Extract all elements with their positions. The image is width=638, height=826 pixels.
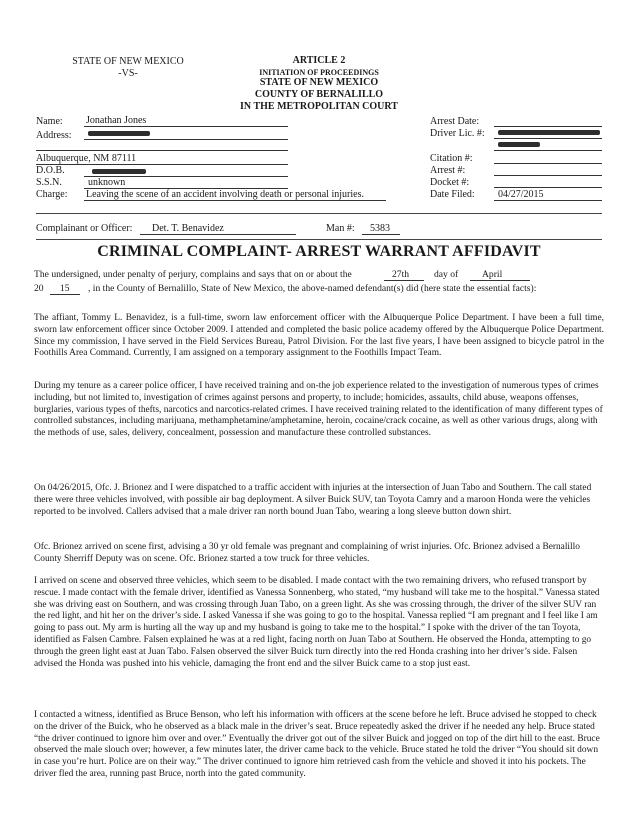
charge-value: Leaving the scene of an accident involving death or personal injuries. [86, 189, 364, 200]
citation-underline [494, 163, 602, 164]
ssn-value: unknown [88, 177, 126, 188]
complainant-label: Complainant or Officer: [36, 223, 133, 234]
driver-lic-underline-2 [494, 150, 602, 151]
docket-label: Docket #: [430, 177, 470, 188]
court-label: IN THE METROPOLITAN COURT [240, 101, 398, 112]
complainant-value: Det. T. Benavidez [152, 223, 224, 234]
oath-text-2: , in the County of Bernalillo, State of New Mexico, the above-named defendant(s) did (here state the essential facts): [88, 283, 537, 294]
arrest-number-underline [494, 175, 602, 176]
oath-year: 15 [60, 283, 70, 294]
city-value: Albuquerque, NM 87111 [36, 153, 137, 164]
section-divider [36, 213, 602, 214]
paragraph-witness: I contacted a witness, identified as Bruce Benson, who left his information with officers at the scene before he left. Bruce advised he stopped to check on the driver of the Buick, who he observed as a black male in the driver’s seat. Bruce repeatedly asked the driver if he needed any help. Bruce stated “the driver continued to ignore him over and over.” Eventually the driver got out of the silver Buick and jogged on top of the dirt hill to the east. Bruce observed the male slouch over; however, a few minutes later, the driver came back to the vehicle. Bruce stated he told the driver “You should sit down in case you’re hurt. Police are on their way.” The driver continued to ignore him retrieved cash from the vehicle and shoved it into his pockets. The driver fled the area, running past Bruce, north into the gated community. [34, 710, 600, 779]
date-filed-label: Date Filed: [430, 189, 475, 200]
initiation-label: INITIATION OF PROCEEDINGS [259, 68, 379, 77]
dob-label: D.O.B. [36, 165, 65, 176]
ssn-label: S.S.N. [36, 177, 62, 188]
county-label: COUNTY OF BERNALILLO [254, 89, 384, 100]
name-label: Name: [36, 116, 63, 127]
state-center: STATE OF NEW MEXICO [259, 77, 379, 88]
oath-day-underline [384, 280, 424, 281]
driver-lic-redaction-2 [498, 142, 540, 147]
man-number-underline [362, 234, 400, 235]
name-value: Jonathan Jones [86, 115, 147, 126]
arrest-date-label: Arrest Date: [430, 116, 480, 127]
versus-label: -VS- [118, 68, 138, 79]
oath-year-underline [50, 294, 80, 295]
oath-year-prefix: 20 [34, 283, 44, 294]
oath-month: April [482, 269, 503, 280]
complainant-divider [36, 239, 602, 240]
paragraph-scene: I arrived on scene and observed three vehicles, which seem to be disabled. I made contact with the two remaining drivers, who refused transport by rescue. I made contact with the female driver, identified as Vanessa Sonnenberg, who stated, “my husband will take me to the hospital.” Vanessa stated she was driving east on Southern, and was crossing through Juan Tabo, on a green light. As she was crossing through, the driver of the silver SUV ran the red light, and hit her on the driver’s side. I asked Vanessa if she was going to go to the hospital. Vanessa replied “I am pregnant and I feel like I am going to pass out. My arm is hurting all the way up and my husband is going to take me to the hospital.” I spoke with the driver of the tan Toyota, identified as Falsen Cambre. Falsen explained he was at a red light, facing north on Juan Tabo at Southern. He observed the Honda, attempting to go through the green light east at Juan Tabo. Falsen observed the silver Buick turn directly into the red Honda crashing into her driver’s side. Falsen advised the Honda was pushed into his vehicle, damaging the front end and the silver Buick came to a stop just east. [34, 576, 600, 669]
driver-lic-label: Driver Lic. #: [430, 128, 485, 139]
charge-label: Charge: [36, 189, 68, 200]
complainant-underline [140, 234, 296, 235]
address-line-2-underline [36, 150, 288, 151]
address-redaction [88, 131, 150, 136]
document-title: CRIMINAL COMPLAINT- ARREST WARRANT AFFIDAVIT [97, 243, 541, 260]
date-filed-value: 04/27/2015 [498, 189, 544, 200]
state-left: STATE OF NEW MEXICO [72, 56, 184, 67]
citation-label: Citation #: [430, 153, 473, 164]
arrest-number-label: Arrest #: [430, 165, 466, 176]
driver-lic-redaction [498, 130, 600, 135]
dob-redaction [92, 169, 146, 174]
charge-underline [84, 200, 386, 201]
paragraph-tenure: During my tenure as a career police officer, I have received training and on-the job experience related to the investigation of numerous types of crimes including, but not limited to, investigation of crimes against persons and property, to include; homicides, assaults, child abuse, weapons offenses, burglaries, various types of thefts, narcotics and narcotics-related crimes. I have received training related to the identification of many different types of controlled substances, including marijuana, methamphetamine/amphetamine, heroin, cocaine/crack cocaine, as well as other various drugs, along with the methods of use, sales, delivery, concealment, possession and manufacture these controlled substances. [34, 381, 603, 439]
man-number-value: 5383 [370, 223, 390, 234]
oath-month-underline [470, 280, 530, 281]
docket-underline [494, 187, 602, 188]
paragraph-arrival: Ofc. Brionez arrived on scene first, advising a 30 yr old female was pregnant and complaining of wrist injuries. Ofc. Brionez advised a Bernalillo County Sherriff Deputy was on scene. Ofc. Brionez started a tow truck for three vehicles. [34, 542, 580, 564]
oath-text-1: The undersigned, under penalty of perjury, complains and says that on or about the [34, 269, 352, 280]
paragraph-dispatch: On 04/26/2015, Ofc. J. Brionez and I were dispatched to a traffic accident with injuries at the intersection of Juan Tabo and Southern. The call stated there were three vehicles involved, with possible air bag deployment. A silver Buick SUV, tan Toyota Camry and a maroon Honda were the vehicles reported to be involved. Callers advised that a male driver ran north bound Juan Tabo, wearing a long sleeve button down shirt. [34, 483, 592, 517]
oath-day: 27th [392, 269, 410, 280]
address-label: Address: [36, 130, 72, 141]
date-filed-underline [494, 200, 602, 201]
paragraph-affiant: The affiant, Tommy L. Benavidez, is a full-time, sworn law enforcement officer with the Albuquerque Police Department. I have been a full time, sworn law enforcement officer since October 2009. I attended and completed the basic police academy offered by the Albuquerque Police Department. Since my commission, I have served in the Field Services Bureau, Patrol Division. For the last five years, I have been assigned to bicycle patrol in the Foothills Area Command. Currently, I am assigned on a temporary assignment to the Foothills Impact Team. [34, 313, 604, 359]
address-underline [84, 139, 288, 140]
driver-lic-underline [494, 138, 602, 139]
man-number-label: Man #: [326, 223, 355, 234]
arrest-date-underline [494, 126, 602, 127]
oath-day-of: day of [434, 269, 459, 280]
name-underline [84, 126, 288, 127]
city-underline [36, 164, 288, 165]
article-label: ARTICLE 2 [292, 55, 346, 66]
